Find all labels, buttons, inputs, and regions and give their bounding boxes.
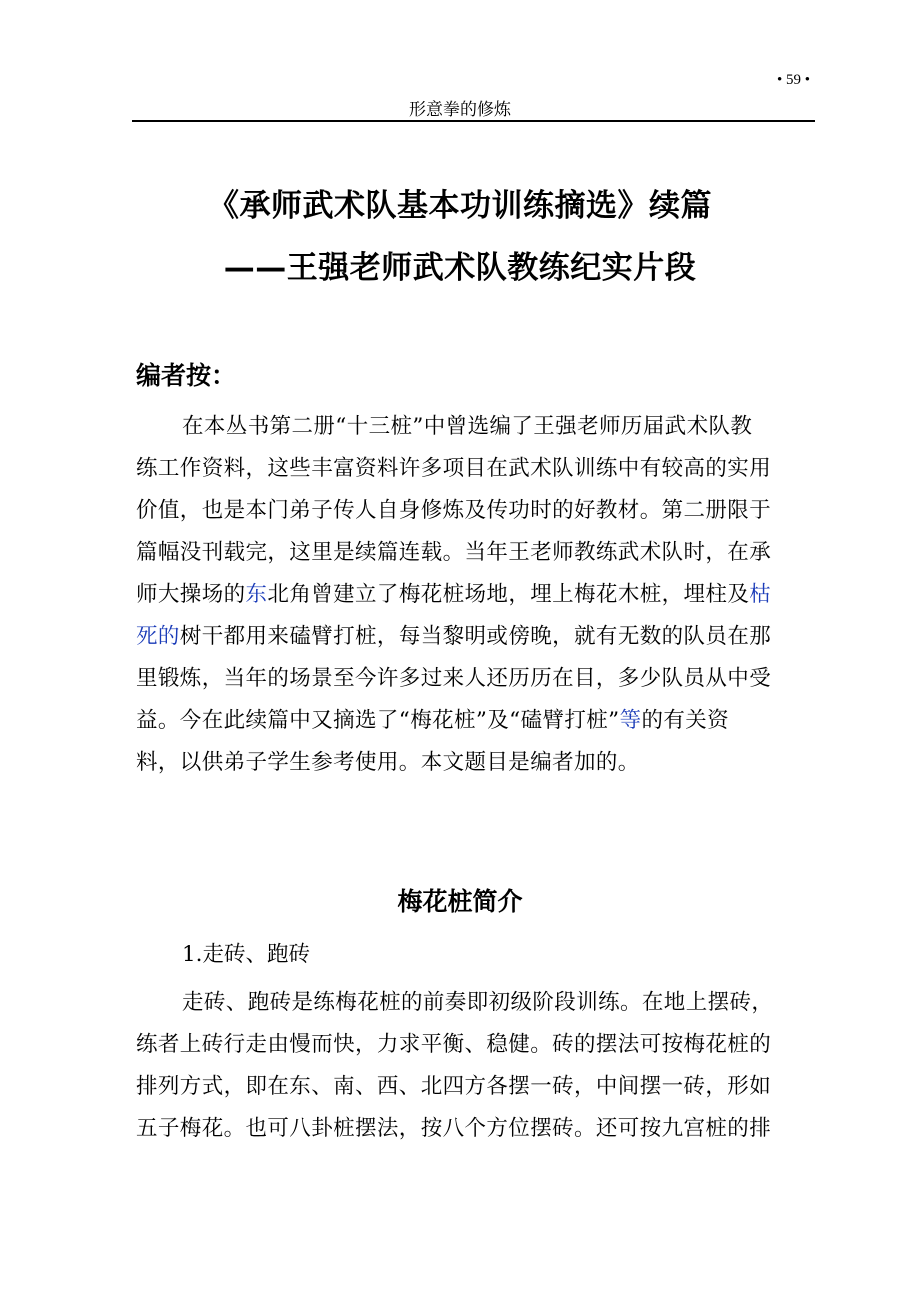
hyperlink-deng[interactable]: 等: [619, 708, 642, 733]
text-run: 北角曾建立了梅花桩场地，埋上梅花木桩，埋柱及: [267, 582, 750, 607]
paragraph-line: [136, 574, 812, 616]
text-run: 益。今在此续篇中又摘选了“梅花桩”及“磕臂打桩”: [136, 708, 620, 733]
hyperlink-ku[interactable]: 枯: [749, 582, 772, 607]
paragraph-line: 料，以供弟子学生参考使用。本文题目是编者加的。: [136, 750, 640, 775]
paragraph-line: 排列方式，即在东、南、西、北四方各摆一砖，中间摆一砖，形如: [136, 1074, 772, 1099]
editor-note-paragraph: [136, 406, 812, 784]
text-run: 师大操场的: [136, 582, 246, 607]
paragraph-line: 价值，也是本门弟子传人自身修炼及传功时的好教材。第二册限于: [136, 498, 772, 523]
page-number: • 59 •: [776, 72, 810, 88]
paragraph-line: 练工作资料，这些丰富资料许多项目在武术队训练中有较高的实用: [136, 456, 772, 481]
hyperlink-dong[interactable]: 东: [245, 582, 268, 607]
paragraph-line: [136, 700, 812, 742]
article-subtitle: ——王强老师武术队教练纪实片段: [223, 250, 697, 286]
paragraph-line: 走砖、跑砖是练梅花桩的前奏即初级阶段训练。在地上摆砖，: [182, 990, 774, 1015]
article-title: 《承师武术队基本功训练摘选》续篇: [208, 188, 712, 224]
text-run: 树干都用来磕臂打桩，每当黎明或傍晚，就有无数的队员在那: [179, 624, 772, 649]
running-head: 形意拳的修炼: [409, 100, 511, 120]
paragraph-line: 里锻炼，当年的场景至今许多过来人还历历在目，多少队员从中受: [136, 666, 772, 691]
subsection-heading: 1.走砖、跑砖: [182, 942, 311, 967]
paragraph-line: 五子梅花。也可八卦桩摆法，按八个方位摆砖。还可按九宫桩的排: [136, 1116, 772, 1141]
header-rule: [132, 120, 815, 122]
hyperlink-si-de[interactable]: 死的: [136, 624, 180, 649]
paragraph-line: [136, 616, 812, 658]
editor-note-label: 编者按：: [136, 361, 237, 390]
paragraph-line: 在本丛书第二册“十三桩”中曾选编了王强老师历届武术队教: [182, 414, 753, 439]
section-paragraph: [136, 982, 812, 1150]
text-run: 的有关资: [641, 708, 730, 733]
paragraph-line: 练者上砖行走由慢而快，力求平衡、稳健。砖的摆法可按梅花桩的: [136, 1032, 772, 1057]
paragraph-line: 篇幅没刊载完，这里是续篇连载。当年王老师教练武术队时，在承: [136, 540, 772, 565]
section-heading: 梅花桩简介: [397, 887, 523, 916]
